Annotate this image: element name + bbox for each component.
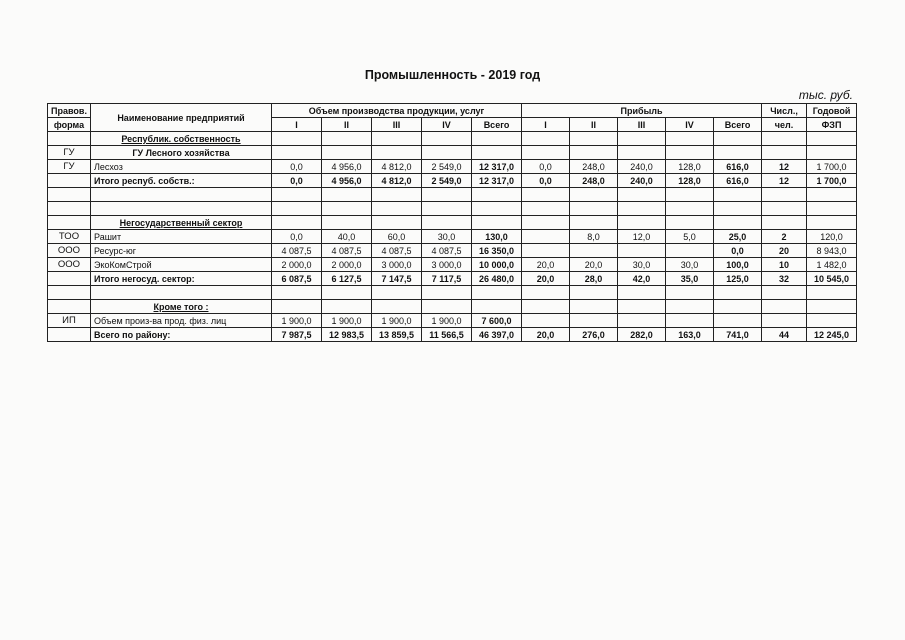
value-cell: 10 xyxy=(762,258,807,272)
value-cell xyxy=(422,300,472,314)
value-cell xyxy=(714,216,762,230)
value-cell: 12 983,5 xyxy=(322,328,372,342)
empty-cell xyxy=(322,188,372,202)
table-row xyxy=(48,258,857,272)
enterprise-name-cell: Итого негосуд. сектор: xyxy=(91,272,272,286)
value-cell: 4 956,0 xyxy=(322,160,372,174)
header-q: I xyxy=(522,118,570,132)
value-cell xyxy=(422,216,472,230)
value-cell xyxy=(472,132,522,146)
value-cell xyxy=(714,314,762,328)
table-row xyxy=(48,286,857,300)
value-cell: 4 087,5 xyxy=(272,244,322,258)
value-cell: 8 943,0 xyxy=(807,244,857,258)
value-cell xyxy=(472,300,522,314)
value-cell xyxy=(522,314,570,328)
value-cell xyxy=(570,300,618,314)
header-q: III xyxy=(618,118,666,132)
empty-cell xyxy=(666,202,714,216)
value-cell: 4 087,5 xyxy=(322,244,372,258)
value-cell xyxy=(522,216,570,230)
value-cell xyxy=(522,230,570,244)
value-cell xyxy=(618,146,666,160)
value-cell xyxy=(666,244,714,258)
value-cell: 248,0 xyxy=(570,174,618,188)
value-cell xyxy=(618,300,666,314)
value-cell xyxy=(522,244,570,258)
empty-cell xyxy=(762,188,807,202)
header-q: II xyxy=(322,118,372,132)
empty-cell xyxy=(272,286,322,300)
value-cell: 163,0 xyxy=(666,328,714,342)
value-cell xyxy=(807,216,857,230)
value-cell xyxy=(472,216,522,230)
value-cell xyxy=(272,146,322,160)
enterprise-name-cell: ЭкоКомСтрой xyxy=(91,258,272,272)
empty-cell xyxy=(472,188,522,202)
value-cell xyxy=(522,146,570,160)
value-cell xyxy=(714,300,762,314)
value-cell xyxy=(666,314,714,328)
value-cell: 25,0 xyxy=(714,230,762,244)
value-cell xyxy=(762,300,807,314)
table-row xyxy=(48,132,857,146)
header-name: Наименование предприятий xyxy=(91,104,272,132)
value-cell: 7 147,5 xyxy=(372,272,422,286)
table-row xyxy=(48,160,857,174)
empty-cell xyxy=(714,202,762,216)
table-row xyxy=(48,174,857,188)
empty-cell xyxy=(48,202,91,216)
value-cell: 20,0 xyxy=(522,328,570,342)
enterprise-name-cell: Республик. собственность xyxy=(91,132,272,146)
header-fzp-bottom: ФЗП xyxy=(807,118,857,132)
value-cell: 2 000,0 xyxy=(322,258,372,272)
value-cell xyxy=(807,146,857,160)
empty-cell xyxy=(48,286,91,300)
enterprise-name-cell: Объем произ-ва прод. физ. лиц xyxy=(91,314,272,328)
value-cell xyxy=(807,132,857,146)
value-cell xyxy=(322,216,372,230)
header-q: II xyxy=(570,118,618,132)
empty-cell xyxy=(570,188,618,202)
value-cell: 1 700,0 xyxy=(807,174,857,188)
header-q: Всего xyxy=(714,118,762,132)
empty-cell xyxy=(618,286,666,300)
legal-form-cell: ГУ xyxy=(48,146,91,160)
value-cell: 60,0 xyxy=(372,230,422,244)
header-volume: Объем производства продукции, услуг xyxy=(272,104,522,118)
value-cell: 1 900,0 xyxy=(372,314,422,328)
value-cell xyxy=(666,300,714,314)
value-cell: 30,0 xyxy=(666,258,714,272)
enterprise-name-cell: Негосударственный сектор xyxy=(91,216,272,230)
header-q: Всего xyxy=(472,118,522,132)
empty-cell xyxy=(714,188,762,202)
value-cell: 130,0 xyxy=(472,230,522,244)
table-row xyxy=(48,146,857,160)
header-form-bottom: форма xyxy=(48,118,91,132)
value-cell xyxy=(272,216,322,230)
empty-cell xyxy=(762,202,807,216)
value-cell: 2 000,0 xyxy=(272,258,322,272)
header-q: IV xyxy=(666,118,714,132)
value-cell: 282,0 xyxy=(618,328,666,342)
value-cell xyxy=(372,132,422,146)
value-cell: 46 397,0 xyxy=(472,328,522,342)
value-cell: 4 087,5 xyxy=(372,244,422,258)
header-staff: Числ., xyxy=(762,104,807,118)
empty-cell xyxy=(372,202,422,216)
empty-cell xyxy=(522,286,570,300)
header-fzp: Годовой xyxy=(807,104,857,118)
table-row xyxy=(48,188,857,202)
empty-cell xyxy=(522,202,570,216)
value-cell xyxy=(322,146,372,160)
header-q: I xyxy=(272,118,322,132)
table-row xyxy=(48,314,857,328)
empty-cell xyxy=(807,202,857,216)
empty-cell xyxy=(570,202,618,216)
value-cell: 1 900,0 xyxy=(272,314,322,328)
empty-cell xyxy=(91,286,272,300)
value-cell: 616,0 xyxy=(714,174,762,188)
value-cell: 28,0 xyxy=(570,272,618,286)
value-cell: 13 859,5 xyxy=(372,328,422,342)
value-cell: 0,0 xyxy=(272,160,322,174)
value-cell xyxy=(666,146,714,160)
value-cell: 240,0 xyxy=(618,174,666,188)
value-cell: 616,0 xyxy=(714,160,762,174)
enterprise-name-cell: Всего по району: xyxy=(91,328,272,342)
value-cell: 0,0 xyxy=(522,160,570,174)
enterprise-name-cell: Рашит xyxy=(91,230,272,244)
value-cell xyxy=(762,314,807,328)
legal-form-cell xyxy=(48,132,91,146)
value-cell: 16 350,0 xyxy=(472,244,522,258)
value-cell: 6 087,5 xyxy=(272,272,322,286)
value-cell: 0,0 xyxy=(522,174,570,188)
value-cell: 10 000,0 xyxy=(472,258,522,272)
value-cell xyxy=(714,132,762,146)
empty-cell xyxy=(472,286,522,300)
empty-cell xyxy=(570,286,618,300)
value-cell xyxy=(762,216,807,230)
value-cell: 11 566,5 xyxy=(422,328,472,342)
value-cell: 4 956,0 xyxy=(322,174,372,188)
value-cell: 0,0 xyxy=(272,230,322,244)
value-cell: 35,0 xyxy=(666,272,714,286)
empty-cell xyxy=(666,286,714,300)
value-cell: 1 482,0 xyxy=(807,258,857,272)
value-cell xyxy=(618,244,666,258)
value-cell xyxy=(322,132,372,146)
legal-form-cell: ГУ xyxy=(48,160,91,174)
value-cell: 2 549,0 xyxy=(422,174,472,188)
value-cell xyxy=(666,132,714,146)
value-cell: 44 xyxy=(762,328,807,342)
industry-table xyxy=(47,103,857,342)
value-cell: 128,0 xyxy=(666,160,714,174)
value-cell: 276,0 xyxy=(570,328,618,342)
value-cell: 20,0 xyxy=(570,258,618,272)
value-cell xyxy=(762,146,807,160)
value-cell xyxy=(570,244,618,258)
value-cell xyxy=(714,146,762,160)
value-cell: 248,0 xyxy=(570,160,618,174)
value-cell xyxy=(422,132,472,146)
value-cell: 10 545,0 xyxy=(807,272,857,286)
empty-cell xyxy=(422,202,472,216)
value-cell xyxy=(618,314,666,328)
value-cell: 7 117,5 xyxy=(422,272,472,286)
value-cell xyxy=(522,132,570,146)
value-cell: 3 000,0 xyxy=(372,258,422,272)
value-cell: 4 087,5 xyxy=(422,244,472,258)
header-profit: Прибыль xyxy=(522,104,762,118)
value-cell xyxy=(372,216,422,230)
table-row xyxy=(48,300,857,314)
value-cell: 1 900,0 xyxy=(322,314,372,328)
enterprise-name-cell: ГУ Лесного хозяйства xyxy=(91,146,272,160)
value-cell: 20,0 xyxy=(522,272,570,286)
empty-cell xyxy=(762,286,807,300)
value-cell: 741,0 xyxy=(714,328,762,342)
table-row xyxy=(48,328,857,342)
value-cell xyxy=(422,146,472,160)
value-cell: 1 700,0 xyxy=(807,160,857,174)
table-row xyxy=(48,272,857,286)
value-cell xyxy=(372,146,422,160)
empty-cell xyxy=(422,188,472,202)
enterprise-name-cell: Кроме того : xyxy=(91,300,272,314)
empty-cell xyxy=(322,202,372,216)
value-cell: 4 812,0 xyxy=(372,160,422,174)
legal-form-cell xyxy=(48,174,91,188)
value-cell: 4 812,0 xyxy=(372,174,422,188)
value-cell xyxy=(618,132,666,146)
value-cell: 20,0 xyxy=(522,258,570,272)
legal-form-cell xyxy=(48,272,91,286)
header-q: IV xyxy=(422,118,472,132)
value-cell xyxy=(570,314,618,328)
value-cell: 240,0 xyxy=(618,160,666,174)
value-cell: 100,0 xyxy=(714,258,762,272)
legal-form-cell: ООО xyxy=(48,258,91,272)
value-cell xyxy=(522,300,570,314)
value-cell: 30,0 xyxy=(618,258,666,272)
legal-form-cell: ТОО xyxy=(48,230,91,244)
value-cell: 8,0 xyxy=(570,230,618,244)
empty-cell xyxy=(666,188,714,202)
empty-cell xyxy=(714,286,762,300)
value-cell xyxy=(570,132,618,146)
value-cell: 125,0 xyxy=(714,272,762,286)
value-cell xyxy=(372,300,422,314)
value-cell: 12 xyxy=(762,160,807,174)
header-q: III xyxy=(372,118,422,132)
value-cell: 7 600,0 xyxy=(472,314,522,328)
enterprise-name-cell: Итого респуб. собств.: xyxy=(91,174,272,188)
value-cell xyxy=(618,216,666,230)
empty-cell xyxy=(807,188,857,202)
value-cell: 42,0 xyxy=(618,272,666,286)
page-title: Промышленность - 2019 год xyxy=(364,68,541,82)
empty-cell xyxy=(472,202,522,216)
value-cell: 128,0 xyxy=(666,174,714,188)
header-staff-bottom: чел. xyxy=(762,118,807,132)
legal-form-cell: ИП xyxy=(48,314,91,328)
empty-cell xyxy=(618,188,666,202)
value-cell xyxy=(666,216,714,230)
value-cell: 12 317,0 xyxy=(472,174,522,188)
value-cell: 32 xyxy=(762,272,807,286)
value-cell xyxy=(322,300,372,314)
table-row xyxy=(48,230,857,244)
empty-cell xyxy=(522,188,570,202)
empty-cell xyxy=(422,286,472,300)
table-row xyxy=(48,202,857,216)
value-cell: 3 000,0 xyxy=(422,258,472,272)
value-cell xyxy=(472,146,522,160)
value-cell: 0,0 xyxy=(714,244,762,258)
value-cell: 26 480,0 xyxy=(472,272,522,286)
value-cell: 6 127,5 xyxy=(322,272,372,286)
value-cell: 40,0 xyxy=(322,230,372,244)
value-cell: 12 317,0 xyxy=(472,160,522,174)
value-cell: 0,0 xyxy=(272,174,322,188)
value-cell: 2 xyxy=(762,230,807,244)
value-cell: 1 900,0 xyxy=(422,314,472,328)
empty-cell xyxy=(372,188,422,202)
value-cell xyxy=(272,132,322,146)
empty-cell xyxy=(372,286,422,300)
table-row xyxy=(48,244,857,258)
value-cell xyxy=(570,146,618,160)
empty-cell xyxy=(91,188,272,202)
legal-form-cell xyxy=(48,328,91,342)
empty-cell xyxy=(272,188,322,202)
empty-cell xyxy=(48,188,91,202)
header-form: Правов. xyxy=(48,104,91,118)
value-cell: 2 549,0 xyxy=(422,160,472,174)
legal-form-cell xyxy=(48,216,91,230)
empty-cell xyxy=(618,202,666,216)
table-row xyxy=(48,216,857,230)
value-cell xyxy=(272,300,322,314)
legal-form-cell: ООО xyxy=(48,244,91,258)
value-cell xyxy=(762,132,807,146)
value-cell: 12 245,0 xyxy=(807,328,857,342)
legal-form-cell xyxy=(48,300,91,314)
value-cell: 12,0 xyxy=(618,230,666,244)
empty-cell xyxy=(322,286,372,300)
enterprise-name-cell: Лесхоз xyxy=(91,160,272,174)
value-cell: 5,0 xyxy=(666,230,714,244)
empty-cell xyxy=(91,202,272,216)
value-cell: 20 xyxy=(762,244,807,258)
units-label: тыс. руб. xyxy=(798,88,853,102)
empty-cell xyxy=(807,286,857,300)
value-cell xyxy=(570,216,618,230)
value-cell: 30,0 xyxy=(422,230,472,244)
value-cell: 120,0 xyxy=(807,230,857,244)
empty-cell xyxy=(272,202,322,216)
enterprise-name-cell: Ресурс-юг xyxy=(91,244,272,258)
value-cell: 7 987,5 xyxy=(272,328,322,342)
value-cell xyxy=(807,300,857,314)
value-cell xyxy=(807,314,857,328)
value-cell: 12 xyxy=(762,174,807,188)
